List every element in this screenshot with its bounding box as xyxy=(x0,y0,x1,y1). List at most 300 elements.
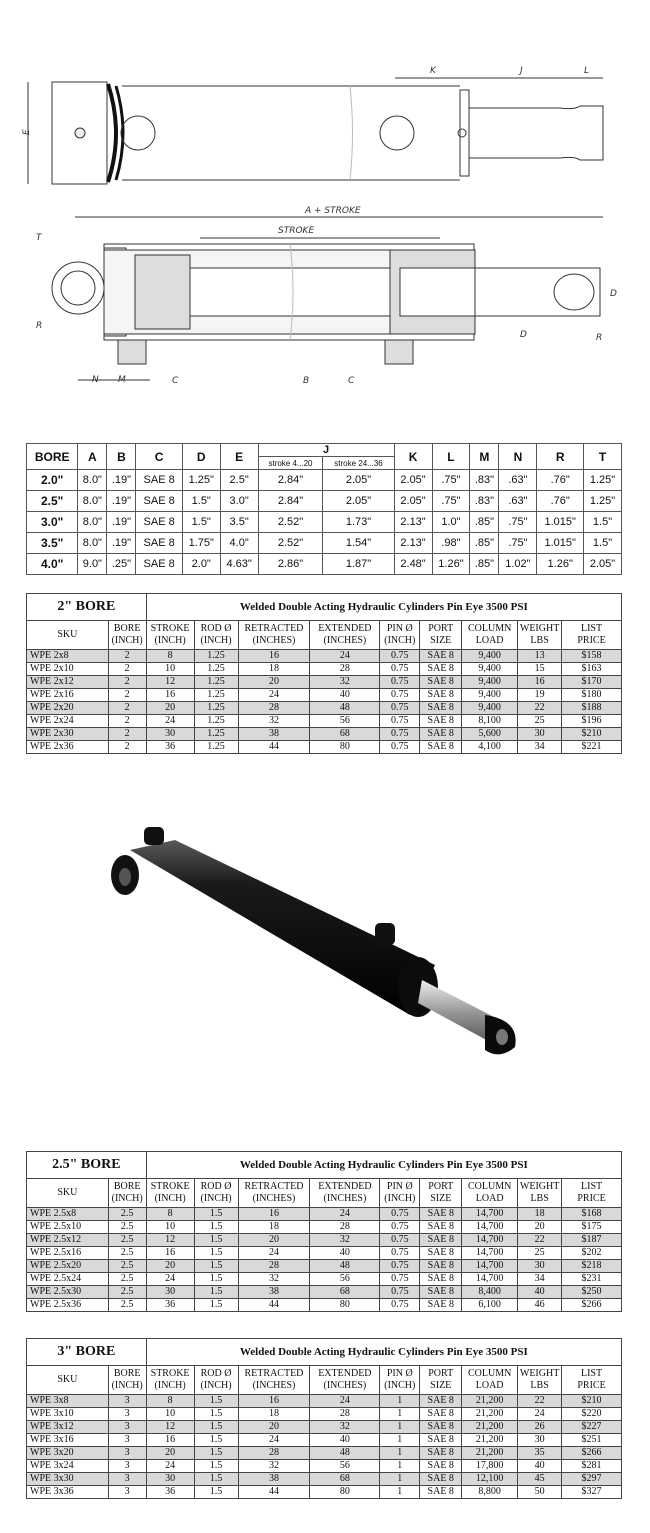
table-cell: SAE 8 xyxy=(420,1273,462,1286)
column-header xyxy=(380,1179,420,1208)
table-cell: 80 xyxy=(310,1486,380,1499)
dim-cell: 2.05" xyxy=(394,470,432,491)
table-cell: 2 xyxy=(108,689,146,702)
table-title: Welded Double Acting Hydraulic Cylinders Pin Eye 3500 PSI xyxy=(146,1339,621,1366)
column-header-line: PIN Ø xyxy=(386,1368,413,1379)
table-cell: $170 xyxy=(562,676,622,689)
dim-cell: .85" xyxy=(470,554,499,575)
sku-cell: WPE 2x30 xyxy=(27,728,109,741)
table-cell: 1.5 xyxy=(194,1447,238,1460)
table-cell: SAE 8 xyxy=(420,1299,462,1312)
table-cell: $210 xyxy=(562,1395,622,1408)
sku-cell: WPE 3x16 xyxy=(27,1434,109,1447)
table-cell: $158 xyxy=(562,650,622,663)
table-row xyxy=(27,1473,622,1486)
column-header-line: SIZE xyxy=(430,1193,452,1204)
table-cell: 20 xyxy=(238,1234,310,1247)
table-cell: 28 xyxy=(238,702,310,715)
table-cell: 24 xyxy=(146,1273,194,1286)
table-cell: 0.75 xyxy=(380,663,420,676)
column-header-line: BORE xyxy=(113,1368,141,1379)
table-cell: 36 xyxy=(146,1486,194,1499)
column-header-line: LIST xyxy=(580,1368,603,1379)
table-cell: 44 xyxy=(238,1486,310,1499)
label-j: J xyxy=(520,66,523,76)
dim-header: K xyxy=(394,444,432,470)
table-cell: 3 xyxy=(108,1473,146,1486)
table-cell: 5,600 xyxy=(462,728,518,741)
table-cell: 9,400 xyxy=(462,650,518,663)
table-cell: 1 xyxy=(380,1395,420,1408)
table-cell: 10 xyxy=(146,1408,194,1421)
table-cell: 21,200 xyxy=(462,1408,518,1421)
label-b: B xyxy=(303,376,310,386)
dim-cell: .85" xyxy=(470,533,499,554)
table-cell: 40 xyxy=(310,689,380,702)
dim-cell: 2.84" xyxy=(258,491,323,512)
table-cell: 1.25 xyxy=(194,663,238,676)
table-row xyxy=(27,1208,622,1221)
table-cell: 8 xyxy=(146,1395,194,1408)
column-header xyxy=(562,1179,622,1208)
table-cell: 16 xyxy=(238,1208,310,1221)
table-cell: 18 xyxy=(518,1208,562,1221)
table-row xyxy=(27,702,622,715)
dim-cell: 3.5" xyxy=(220,512,258,533)
table-cell: 40 xyxy=(518,1460,562,1473)
column-header xyxy=(27,1179,109,1208)
label-r-left: R xyxy=(36,321,43,331)
dim-cell: 1.26" xyxy=(537,554,584,575)
table-cell: 48 xyxy=(310,702,380,715)
table-cell: 40 xyxy=(310,1434,380,1447)
table-cell: 3 xyxy=(108,1447,146,1460)
label-r-right: R xyxy=(596,333,603,343)
dim-cell: .75" xyxy=(499,533,537,554)
column-header-line: ROD Ø xyxy=(200,623,232,634)
column-header xyxy=(310,1366,380,1395)
dim-cell: 4.63" xyxy=(220,554,258,575)
sku-cell: WPE 2x16 xyxy=(27,689,109,702)
dim-cell: 1.5" xyxy=(182,512,220,533)
column-header-line: COLUMN xyxy=(467,623,512,634)
column-header xyxy=(420,1366,462,1395)
table-cell: 45 xyxy=(518,1473,562,1486)
table-cell: 36 xyxy=(146,1299,194,1312)
table-cell: 68 xyxy=(310,728,380,741)
column-header xyxy=(462,1179,518,1208)
table-row xyxy=(27,715,622,728)
label-k: K xyxy=(430,66,436,76)
table-cell: 8 xyxy=(146,650,194,663)
column-header xyxy=(310,621,380,650)
dim-cell: 2.84" xyxy=(258,470,323,491)
column-header xyxy=(194,621,238,650)
column-header xyxy=(462,621,518,650)
table-cell: 1 xyxy=(380,1473,420,1486)
table-cell: 24 xyxy=(238,689,310,702)
sku-cell: WPE 2.5x10 xyxy=(27,1221,109,1234)
table-row xyxy=(27,676,622,689)
column-header xyxy=(380,1366,420,1395)
table-cell: $220 xyxy=(562,1408,622,1421)
table-cell: $187 xyxy=(562,1234,622,1247)
column-header-line: (INCH) xyxy=(384,1193,416,1204)
table-cell: $210 xyxy=(562,728,622,741)
table-cell: SAE 8 xyxy=(420,1447,462,1460)
label-n: N xyxy=(92,375,99,385)
table-cell: $175 xyxy=(562,1221,622,1234)
table-cell: 2.5 xyxy=(108,1208,146,1221)
table-cell: 21,200 xyxy=(462,1434,518,1447)
column-header-line: (INCHES) xyxy=(252,1380,296,1391)
table-cell: 12 xyxy=(146,1421,194,1434)
table-cell: $221 xyxy=(562,741,622,754)
dim-header: A xyxy=(78,444,107,470)
table-cell: 13 xyxy=(518,650,562,663)
dim-header: T xyxy=(584,444,622,470)
dim-cell: 4.0" xyxy=(220,533,258,554)
table-cell: 16 xyxy=(146,689,194,702)
table-cell: 32 xyxy=(238,1460,310,1473)
table-cell: 38 xyxy=(238,1286,310,1299)
table-cell: 20 xyxy=(238,676,310,689)
table-cell: 3 xyxy=(108,1408,146,1421)
table-cell: 0.75 xyxy=(380,650,420,663)
table-cell: 8,100 xyxy=(462,715,518,728)
table-cell: 24 xyxy=(310,1208,380,1221)
column-header-line: (INCH) xyxy=(111,635,143,646)
table-cell: $250 xyxy=(562,1286,622,1299)
table-cell: 1.5 xyxy=(194,1486,238,1499)
dim-cell: 8.0" xyxy=(78,512,107,533)
dim-cell: 1.75" xyxy=(182,533,220,554)
column-header-line: (INCH) xyxy=(154,635,186,646)
table-row xyxy=(27,1286,622,1299)
table-cell: 0.75 xyxy=(380,702,420,715)
cylinder-product-photo xyxy=(100,815,530,1075)
dim-cell: 9.0" xyxy=(78,554,107,575)
table-cell: 22 xyxy=(518,1234,562,1247)
table-cell: 28 xyxy=(238,1447,310,1460)
table-cell: 24 xyxy=(146,1460,194,1473)
table-cell: 30 xyxy=(518,728,562,741)
dim-cell: .83" xyxy=(470,491,499,512)
column-header xyxy=(146,1366,194,1395)
column-header xyxy=(380,621,420,650)
table-cell: 22 xyxy=(518,702,562,715)
table-cell: 32 xyxy=(310,676,380,689)
column-header-line: (INCH) xyxy=(384,1380,416,1391)
column-header-line: (INCHES) xyxy=(252,635,296,646)
table-cell: $168 xyxy=(562,1208,622,1221)
table-cell: 68 xyxy=(310,1473,380,1486)
column-header-line: RETRACTED xyxy=(244,1181,304,1192)
product-table-2-bore xyxy=(26,593,622,754)
table-row xyxy=(27,1221,622,1234)
table-cell: $231 xyxy=(562,1273,622,1286)
table-cell: 0.75 xyxy=(380,1234,420,1247)
table-cell: $227 xyxy=(562,1421,622,1434)
dim-cell: 2.05" xyxy=(394,491,432,512)
sku-cell: WPE 2.5x36 xyxy=(27,1299,109,1312)
table-cell: 21,200 xyxy=(462,1395,518,1408)
table-cell: 10 xyxy=(146,663,194,676)
table-cell: 1.5 xyxy=(194,1395,238,1408)
dim-cell: 1.25" xyxy=(584,470,622,491)
table-row xyxy=(27,1421,622,1434)
cylinder-technical-drawing xyxy=(0,0,650,420)
dim-cell: .63" xyxy=(499,470,537,491)
table-cell: 3 xyxy=(108,1395,146,1408)
dim-header-j-sub: stroke 24...36 xyxy=(323,457,394,470)
table-cell: SAE 8 xyxy=(420,689,462,702)
dim-cell: 1.015" xyxy=(537,512,584,533)
dim-cell: 1.87" xyxy=(323,554,394,575)
table-cell: 68 xyxy=(310,1286,380,1299)
column-header xyxy=(238,1179,310,1208)
dim-cell: 1.25" xyxy=(584,491,622,512)
column-header-line: LOAD xyxy=(475,635,504,646)
dim-bore-cell: 3.5" xyxy=(27,533,78,554)
table-cell: 34 xyxy=(518,741,562,754)
column-header xyxy=(27,1366,109,1395)
table-cell: SAE 8 xyxy=(420,1260,462,1273)
dim-cell: 8.0" xyxy=(78,533,107,554)
table-cell: 21,200 xyxy=(462,1421,518,1434)
table-row xyxy=(27,1447,622,1460)
column-header-line: (INCH) xyxy=(200,1193,232,1204)
table-cell: 1.5 xyxy=(194,1273,238,1286)
column-header xyxy=(146,1179,194,1208)
table-cell: 0.75 xyxy=(380,1299,420,1312)
column-header-line: STROKE xyxy=(150,1181,190,1192)
sku-cell: WPE 3x30 xyxy=(27,1473,109,1486)
dim-bore-cell: 2.5" xyxy=(27,491,78,512)
dim-cell: .19" xyxy=(107,533,136,554)
table-cell: 30 xyxy=(146,1286,194,1299)
table-cell: 0.75 xyxy=(380,741,420,754)
table-cell: 40 xyxy=(310,1247,380,1260)
table-cell: 0.75 xyxy=(380,676,420,689)
dim-cell: SAE 8 xyxy=(136,533,182,554)
dim-header-row xyxy=(27,444,622,457)
table-cell: $251 xyxy=(562,1434,622,1447)
column-header-line: (INCH) xyxy=(154,1380,186,1391)
column-header-line: (INCHES) xyxy=(323,635,367,646)
dim-cell: .19" xyxy=(107,491,136,512)
dim-cell: 2.5" xyxy=(220,470,258,491)
table-row xyxy=(27,1434,622,1447)
column-header-line: COLUMN xyxy=(467,1368,512,1379)
dim-cell: 2.52" xyxy=(258,512,323,533)
column-header-line: (INCH) xyxy=(384,635,416,646)
table-cell: 20 xyxy=(146,1260,194,1273)
dim-cell: .25" xyxy=(107,554,136,575)
table-cell: 2 xyxy=(108,650,146,663)
table-row xyxy=(27,1395,622,1408)
column-header-line: RETRACTED xyxy=(244,1368,304,1379)
column-header-line: LBS xyxy=(530,635,549,646)
table-cell: 0.75 xyxy=(380,1260,420,1273)
table-cell: 16 xyxy=(146,1434,194,1447)
table-cell: SAE 8 xyxy=(420,650,462,663)
table-row xyxy=(27,1299,622,1312)
table-cell: SAE 8 xyxy=(420,1286,462,1299)
dim-table-body xyxy=(27,470,622,575)
column-header xyxy=(518,621,562,650)
column-header-line: PORT xyxy=(428,623,454,634)
table-cell: 80 xyxy=(310,1299,380,1312)
table-cell: 0.75 xyxy=(380,1286,420,1299)
table-cell: 56 xyxy=(310,715,380,728)
table-cell: $218 xyxy=(562,1260,622,1273)
column-header xyxy=(420,1179,462,1208)
dim-cell: 2.05" xyxy=(584,554,622,575)
dim-cell: 1.25" xyxy=(182,470,220,491)
table-cell: 8,800 xyxy=(462,1486,518,1499)
column-header-line: ROD Ø xyxy=(200,1368,232,1379)
column-header-line: LBS xyxy=(530,1380,549,1391)
table-cell: 30 xyxy=(518,1434,562,1447)
table-row xyxy=(27,1273,622,1286)
sku-cell: WPE 3x8 xyxy=(27,1395,109,1408)
sku-cell: WPE 3x36 xyxy=(27,1486,109,1499)
table-cell: 2 xyxy=(108,741,146,754)
column-header-line: (INCH) xyxy=(200,1380,232,1391)
table-row xyxy=(27,1260,622,1273)
table-cell: 50 xyxy=(518,1486,562,1499)
column-header-line: PIN Ø xyxy=(386,623,413,634)
dim-header: BORE xyxy=(27,444,78,470)
column-header-line: LIST xyxy=(580,623,603,634)
dim-header: D xyxy=(182,444,220,470)
table-cell: $202 xyxy=(562,1247,622,1260)
table-cell: 8,400 xyxy=(462,1286,518,1299)
column-header-line: PORT xyxy=(428,1368,454,1379)
table-cell: 12 xyxy=(146,1234,194,1247)
table-cell: 1.25 xyxy=(194,715,238,728)
table-cell: 20 xyxy=(146,1447,194,1460)
table-cell: 32 xyxy=(238,1273,310,1286)
table-cell: 22 xyxy=(518,1395,562,1408)
dim-cell: .75" xyxy=(499,512,537,533)
table-cell: 2.5 xyxy=(108,1260,146,1273)
table-cell: SAE 8 xyxy=(420,1486,462,1499)
table-cell: SAE 8 xyxy=(420,676,462,689)
column-header-line: STROKE xyxy=(150,1368,190,1379)
column-header-line: (INCHES) xyxy=(252,1193,296,1204)
column-header-line: RETRACTED xyxy=(244,623,304,634)
column-header-line: (INCH) xyxy=(154,1193,186,1204)
table-cell: SAE 8 xyxy=(420,741,462,754)
table-cell: 40 xyxy=(518,1286,562,1299)
table-cell: 9,400 xyxy=(462,676,518,689)
table-cell: 2 xyxy=(108,702,146,715)
dim-cell: .19" xyxy=(107,470,136,491)
table-cell: 1 xyxy=(380,1447,420,1460)
table-cell: 21,200 xyxy=(462,1447,518,1460)
column-header-line: PIN Ø xyxy=(386,1181,413,1192)
dim-cell: 1.5" xyxy=(182,491,220,512)
table-row xyxy=(27,728,622,741)
table-cell: 1 xyxy=(380,1460,420,1473)
dim-cell: .75" xyxy=(432,470,470,491)
column-header xyxy=(310,1179,380,1208)
column-header-line: SIZE xyxy=(430,635,452,646)
table-cell: 28 xyxy=(310,1408,380,1421)
column-header-line: WEIGHT xyxy=(519,623,560,634)
table-cell: 24 xyxy=(518,1408,562,1421)
table-cell: SAE 8 xyxy=(420,702,462,715)
table-cell: 38 xyxy=(238,728,310,741)
bore-title: 2.5" BORE xyxy=(27,1152,147,1179)
table-cell: 14,700 xyxy=(462,1221,518,1234)
table-cell: 0.75 xyxy=(380,689,420,702)
table-cell: 14,700 xyxy=(462,1260,518,1273)
label-c-left: C xyxy=(172,376,179,386)
dim-cell: .85" xyxy=(470,512,499,533)
table-cell: 1.5 xyxy=(194,1434,238,1447)
table-cell: 6,100 xyxy=(462,1299,518,1312)
table-cell: 28 xyxy=(310,1221,380,1234)
table-cell: 1.5 xyxy=(194,1208,238,1221)
table-cell: 16 xyxy=(146,1247,194,1260)
table-cell: 20 xyxy=(518,1221,562,1234)
dim-cell: 2.52" xyxy=(258,533,323,554)
table-cell: 8 xyxy=(146,1208,194,1221)
table-cell: 1.5 xyxy=(194,1286,238,1299)
table-cell: 1.5 xyxy=(194,1408,238,1421)
sku-cell: WPE 3x24 xyxy=(27,1460,109,1473)
table-cell: 56 xyxy=(310,1460,380,1473)
column-header-line: (INCHES) xyxy=(323,1380,367,1391)
label-e: E xyxy=(22,129,32,135)
column-header xyxy=(238,621,310,650)
column-header xyxy=(146,621,194,650)
table-cell: 0.75 xyxy=(380,1208,420,1221)
table-cell: 2.5 xyxy=(108,1221,146,1234)
table-cell: 0.75 xyxy=(380,1273,420,1286)
column-header-line: PORT xyxy=(428,1181,454,1192)
table-cell: SAE 8 xyxy=(420,1395,462,1408)
dim-header: C xyxy=(136,444,182,470)
column-header xyxy=(238,1366,310,1395)
column-header-line: SKU xyxy=(57,1187,78,1198)
dim-header: B xyxy=(107,444,136,470)
table-cell: 1 xyxy=(380,1408,420,1421)
column-header-line: LOAD xyxy=(475,1380,504,1391)
dim-cell: 3.0" xyxy=(220,491,258,512)
table-cell: SAE 8 xyxy=(420,1221,462,1234)
table-cell: 16 xyxy=(238,1395,310,1408)
column-header-line: WEIGHT xyxy=(519,1181,560,1192)
sku-cell: WPE 2x36 xyxy=(27,741,109,754)
table-cell: 28 xyxy=(310,663,380,676)
sku-cell: WPE 2.5x20 xyxy=(27,1260,109,1273)
sku-cell: WPE 2x24 xyxy=(27,715,109,728)
table-cell: 3 xyxy=(108,1421,146,1434)
table-cell: 24 xyxy=(310,650,380,663)
dim-cell: .75" xyxy=(432,491,470,512)
table-cell: 1 xyxy=(380,1486,420,1499)
column-header-line: PRICE xyxy=(577,1193,606,1204)
table-cell: 1.25 xyxy=(194,702,238,715)
dimension-table xyxy=(26,443,622,575)
table-cell: 56 xyxy=(310,1273,380,1286)
column-header-line: (INCH) xyxy=(200,635,232,646)
sku-cell: WPE 2.5x24 xyxy=(27,1273,109,1286)
